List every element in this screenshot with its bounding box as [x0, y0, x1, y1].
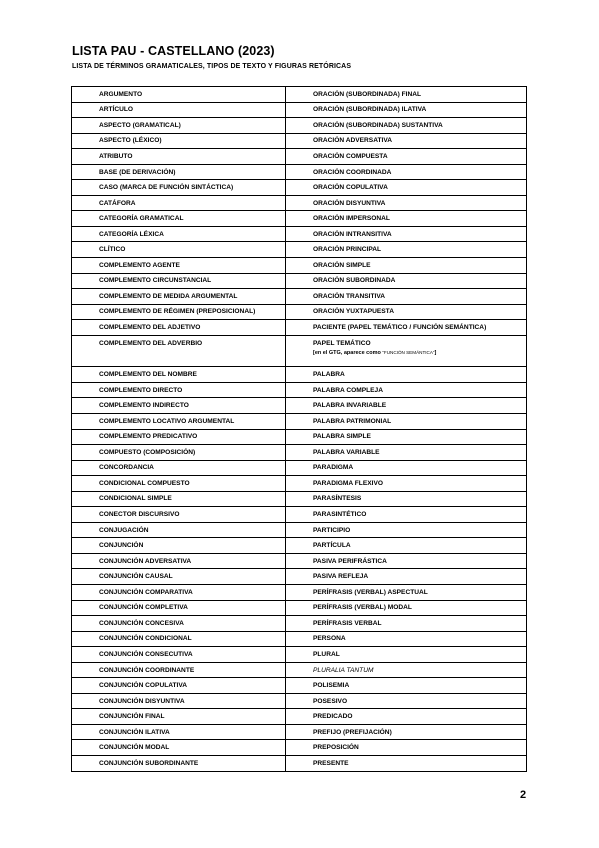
term-right: PREPOSICIÓN — [286, 740, 527, 756]
term-right: ORACIÓN (SUBORDINADA) ILATIVA — [286, 102, 527, 118]
term-left: ARTÍCULO — [72, 102, 286, 118]
term-right: ORACIÓN PRINCIPAL — [286, 242, 527, 258]
table-row — [72, 133, 527, 149]
term-left: COMPLEMENTO DEL ADVERBIO — [72, 335, 286, 367]
table-row — [72, 398, 527, 414]
table-row — [72, 553, 527, 569]
term-left: COMPLEMENTO DE RÉGIMEN (PREPOSICIONAL) — [72, 304, 286, 320]
term-left: COMPLEMENTO DE MEDIDA ARGUMENTAL — [72, 289, 286, 305]
term-right: PASIVA REFLEJA — [286, 569, 527, 585]
term-right: PALABRA — [286, 367, 527, 383]
terms-table-body — [72, 87, 527, 772]
table-row — [72, 507, 527, 523]
term-left: CATEGORÍA LÉXICA — [72, 226, 286, 242]
term-left: COMPLEMENTO DEL ADJETIVO — [72, 320, 286, 336]
term-left: CONCORDANCIA — [72, 460, 286, 476]
table-row — [72, 242, 527, 258]
term-left: CONDICIONAL COMPUESTO — [72, 476, 286, 492]
term-right: PREDICADO — [286, 709, 527, 725]
table-row — [72, 616, 527, 632]
table-row — [72, 538, 527, 554]
table-row — [72, 367, 527, 383]
term-right: PARADIGMA — [286, 460, 527, 476]
term-left: COMPLEMENTO AGENTE — [72, 258, 286, 274]
note-suffix: ] — [434, 349, 437, 356]
term-left: CONJUNCIÓN SUBORDINANTE — [72, 756, 286, 772]
term-right-italic: PLURALIA TANTUM — [313, 666, 374, 674]
term-left: CLÍTICO — [72, 242, 286, 258]
note-term: “FUNCIÓN SEMÁNTICA” — [382, 349, 435, 355]
term-left: COMPLEMENTO LOCATIVO ARGUMENTAL — [72, 413, 286, 429]
term-left: CONJUNCIÓN CAUSAL — [72, 569, 286, 585]
table-row — [72, 149, 527, 165]
term-right: PARTÍCULA — [286, 538, 527, 554]
term-right: PARASÍNTESIS — [286, 491, 527, 507]
table-row — [72, 585, 527, 601]
table-row — [72, 87, 527, 103]
term-right — [286, 335, 527, 367]
term-left: CONJUNCIÓN COORDINANTE — [72, 662, 286, 678]
term-left: ASPECTO (LÉXICO) — [72, 133, 286, 149]
table-row — [72, 600, 527, 616]
table-row — [72, 724, 527, 740]
term-right: ORACIÓN COMPUESTA — [286, 149, 527, 165]
term-left: CONJUNCIÓN CONSECUTIVA — [72, 647, 286, 663]
term-left: COMPLEMENTO PREDICATIVO — [72, 429, 286, 445]
term-right: PERÍFRASIS (VERBAL) MODAL — [286, 600, 527, 616]
term-right: PLURAL — [286, 647, 527, 663]
term-right: POSESIVO — [286, 693, 527, 709]
table-row — [72, 429, 527, 445]
table-row — [72, 335, 527, 367]
term-right: ORACIÓN YUXTAPUESTA — [286, 304, 527, 320]
table-row — [72, 756, 527, 772]
term-left: CONJUNCIÓN COPULATIVA — [72, 678, 286, 694]
table-row — [72, 304, 527, 320]
term-right: PALABRA INVARIABLE — [286, 398, 527, 414]
term-right: PALABRA SIMPLE — [286, 429, 527, 445]
term-right: ORACIÓN DISYUNTIVA — [286, 195, 527, 211]
term-left: CONJUNCIÓN COMPARATIVA — [72, 585, 286, 601]
term-right: PALABRA PATRIMONIAL — [286, 413, 527, 429]
table-row — [72, 709, 527, 725]
term-right: PASIVA PERIFRÁSTICA — [286, 553, 527, 569]
table-row — [72, 180, 527, 196]
term-left: CONJUNCIÓN ILATIVA — [72, 724, 286, 740]
table-row — [72, 647, 527, 663]
term-left: COMPLEMENTO DIRECTO — [72, 382, 286, 398]
terms-table — [71, 86, 527, 772]
term-left: CONJUNCIÓN FINAL — [72, 709, 286, 725]
term-right: PALABRA COMPLEJA — [286, 382, 527, 398]
term-left: COMPLEMENTO INDIRECTO — [72, 398, 286, 414]
term-left: CONJUNCIÓN CONDICIONAL — [72, 631, 286, 647]
term-right-main: PAPEL TEMÁTICO — [313, 339, 371, 347]
page-subtitle: LISTA DE TÉRMINOS GRAMATICALES, TIPOS DE TEXTO Y FIGURAS RETÓRICAS — [72, 63, 352, 70]
term-left: CONJUGACIÓN — [72, 522, 286, 538]
term-right: ORACIÓN IMPERSONAL — [286, 211, 527, 227]
page-number: 2 — [520, 789, 527, 801]
table-row — [72, 258, 527, 274]
term-right: PRESENTE — [286, 756, 527, 772]
term-left: CONJUNCIÓN — [72, 538, 286, 554]
term-right: ORACIÓN SUBORDINADA — [286, 273, 527, 289]
table-row — [72, 631, 527, 647]
table-row — [72, 164, 527, 180]
term-right: ORACIÓN COPULATIVA — [286, 180, 527, 196]
term-right: PERÍFRASIS (VERBAL) ASPECTUAL — [286, 585, 527, 601]
table-row — [72, 102, 527, 118]
term-left: CONDICIONAL SIMPLE — [72, 491, 286, 507]
term-right: ORACIÓN ADVERSATIVA — [286, 133, 527, 149]
term-right: PREFIJO (PREFIJACIÓN) — [286, 724, 527, 740]
table-row — [72, 740, 527, 756]
term-right: ORACIÓN SIMPLE — [286, 258, 527, 274]
term-left: BASE (DE DERIVACIÓN) — [72, 164, 286, 180]
table-row — [72, 678, 527, 694]
term-right: PARADIGMA FLEXIVO — [286, 476, 527, 492]
table-row — [72, 693, 527, 709]
term-left: CONJUNCIÓN MODAL — [72, 740, 286, 756]
table-row — [72, 522, 527, 538]
term-right: PERÍFRASIS VERBAL — [286, 616, 527, 632]
term-left: CATEGORÍA GRAMATICAL — [72, 211, 286, 227]
term-right: POLISEMIA — [286, 678, 527, 694]
term-left: CASO (MARCA DE FUNCIÓN SINTÁCTICA) — [72, 180, 286, 196]
table-row — [72, 476, 527, 492]
table-row — [72, 413, 527, 429]
table-row — [72, 289, 527, 305]
term-left: ASPECTO (GRAMATICAL) — [72, 118, 286, 134]
term-left: COMPLEMENTO DEL NOMBRE — [72, 367, 286, 383]
term-left: CONECTOR DISCURSIVO — [72, 507, 286, 523]
term-right: PARASINTÉTICO — [286, 507, 527, 523]
table-row — [72, 226, 527, 242]
table-row — [72, 445, 527, 461]
term-right: ORACIÓN INTRANSITIVA — [286, 226, 527, 242]
term-left: CONJUNCIÓN DISYUNTIVA — [72, 693, 286, 709]
term-left: ARGUMENTO — [72, 87, 286, 103]
table-row — [72, 460, 527, 476]
term-right — [286, 662, 527, 678]
table-row — [72, 320, 527, 336]
term-left: CATÁFORA — [72, 195, 286, 211]
term-right: PALABRA VARIABLE — [286, 445, 527, 461]
term-right: ORACIÓN TRANSITIVA — [286, 289, 527, 305]
term-note — [313, 349, 526, 357]
term-left: COMPLEMENTO CIRCUNSTANCIAL — [72, 273, 286, 289]
term-right: ORACIÓN COORDINADA — [286, 164, 527, 180]
term-left: CONJUNCIÓN CONCESIVA — [72, 616, 286, 632]
note-prefix: [en el GTG, aparece como — [313, 349, 383, 356]
term-right: PACIENTE (PAPEL TEMÁTICO / FUNCIÓN SEMÁNTICA) — [286, 320, 527, 336]
table-row — [72, 118, 527, 134]
term-right: PERSONA — [286, 631, 527, 647]
term-right: ORACIÓN (SUBORDINADA) SUSTANTIVA — [286, 118, 527, 134]
term-left: ATRIBUTO — [72, 149, 286, 165]
page-title: LISTA PAU - CASTELLANO (2023) — [72, 44, 275, 58]
term-left: CONJUNCIÓN ADVERSATIVA — [72, 553, 286, 569]
table-row — [72, 195, 527, 211]
term-left: COMPUESTO (COMPOSICIÓN) — [72, 445, 286, 461]
table-row — [72, 273, 527, 289]
term-right: ORACIÓN (SUBORDINADA) FINAL — [286, 87, 527, 103]
term-right: PARTICIPIO — [286, 522, 527, 538]
table-row — [72, 491, 527, 507]
table-row — [72, 211, 527, 227]
table-row — [72, 569, 527, 585]
table-row — [72, 662, 527, 678]
term-left: CONJUNCIÓN COMPLETIVA — [72, 600, 286, 616]
table-row — [72, 382, 527, 398]
